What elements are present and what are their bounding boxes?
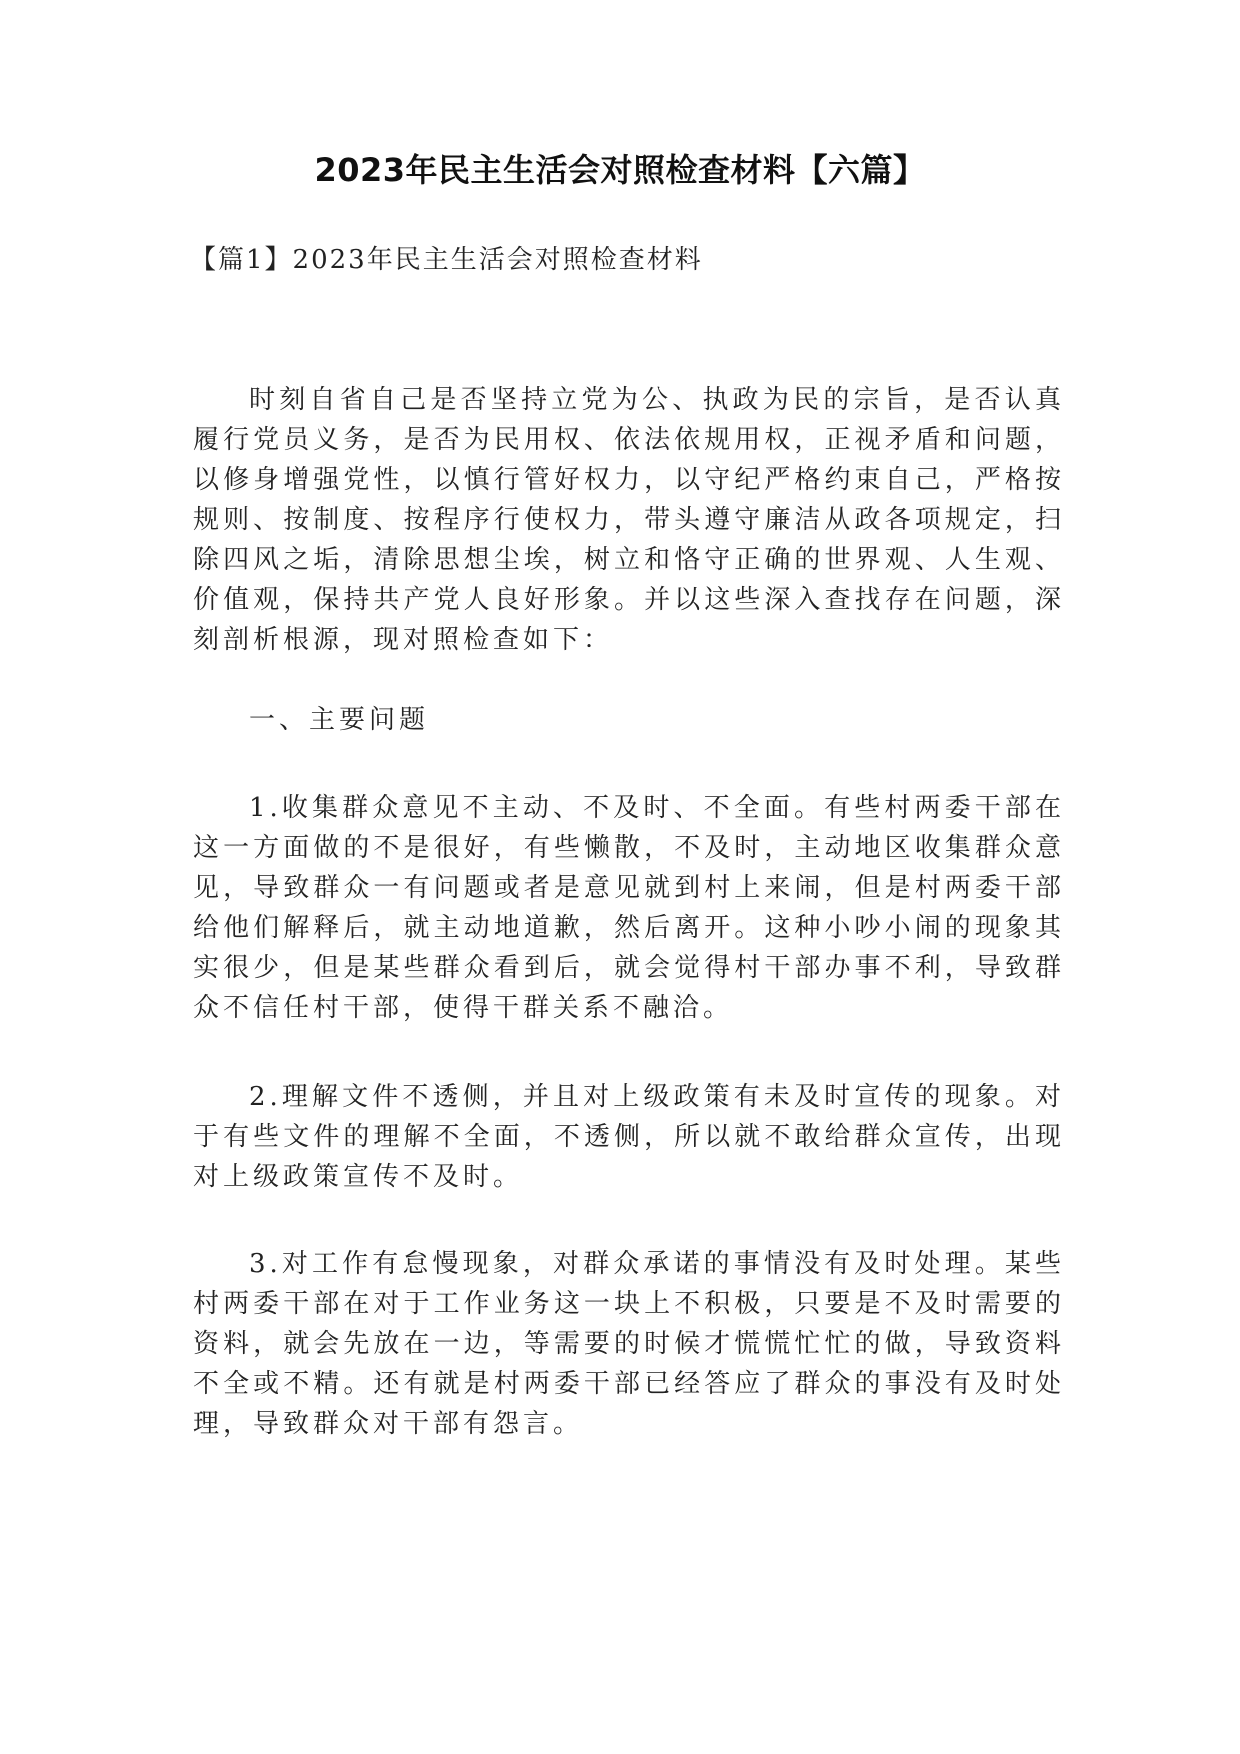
section-heading: 【篇1】2023年民主生活会对照检查材料 (190, 245, 703, 275)
problem-item-2: 2.理解文件不透侧，并且对上级政策有未及时宣传的现象。对于有些文件的理解不全面，不透侧，所以就不敢给群众宣传，出现对上级政策宣传不及时。 (193, 1082, 1065, 1192)
document-title: 2023年民主生活会对照检查材料【六篇】 (314, 151, 926, 189)
intro-paragraph: 时刻自省自己是否坚持立党为公、执政为民的宗旨，是否认真履行党员义务，是否为民用权、依法依规用权，正视矛盾和问题，以修身增强党性，以慎行管好权力，以守纪严格约束自己，严格按规则、按制度、按程序行使权力，带头遵守廉洁从政各项规定，扫除四风之垢，清除思想尘埃，树立和恪守正确的世界观、人生观、价值观，保持共产党人良好形象。并以这些深入查找存在问题，深刻剖析根源，现对照检查如下： (193, 385, 1065, 655)
problem-item-3: 3.对工作有怠慢现象，对群众承诺的事情没有及时处理。某些村两委干部在对于工作业务这一块上不积极，只要是不及时需要的资料，就会先放在一边，等需要的时候才慌慌忙忙的做，导致资料不全或不精。还有就是村两委干部已经答应了群众的事没有及时处理，导致群众对干部有怨言。 (193, 1249, 1065, 1439)
heading-main-problems: 一、主要问题 (249, 705, 430, 735)
problem-item-1: 1.收集群众意见不主动、不及时、不全面。有些村两委干部在这一方面做的不是很好，有些懒散，不及时，主动地区收集群众意见，导致群众一有问题或者是意见就到村上来闹，但是村两委干部给他们解释后，就主动地道歉，然后离开。这种小吵小闹的现象其实很少，但是某些群众看到后，就会觉得村干部办事不利，导致群众不信任村干部，使得干群关系不融洽。 (193, 793, 1065, 1023)
